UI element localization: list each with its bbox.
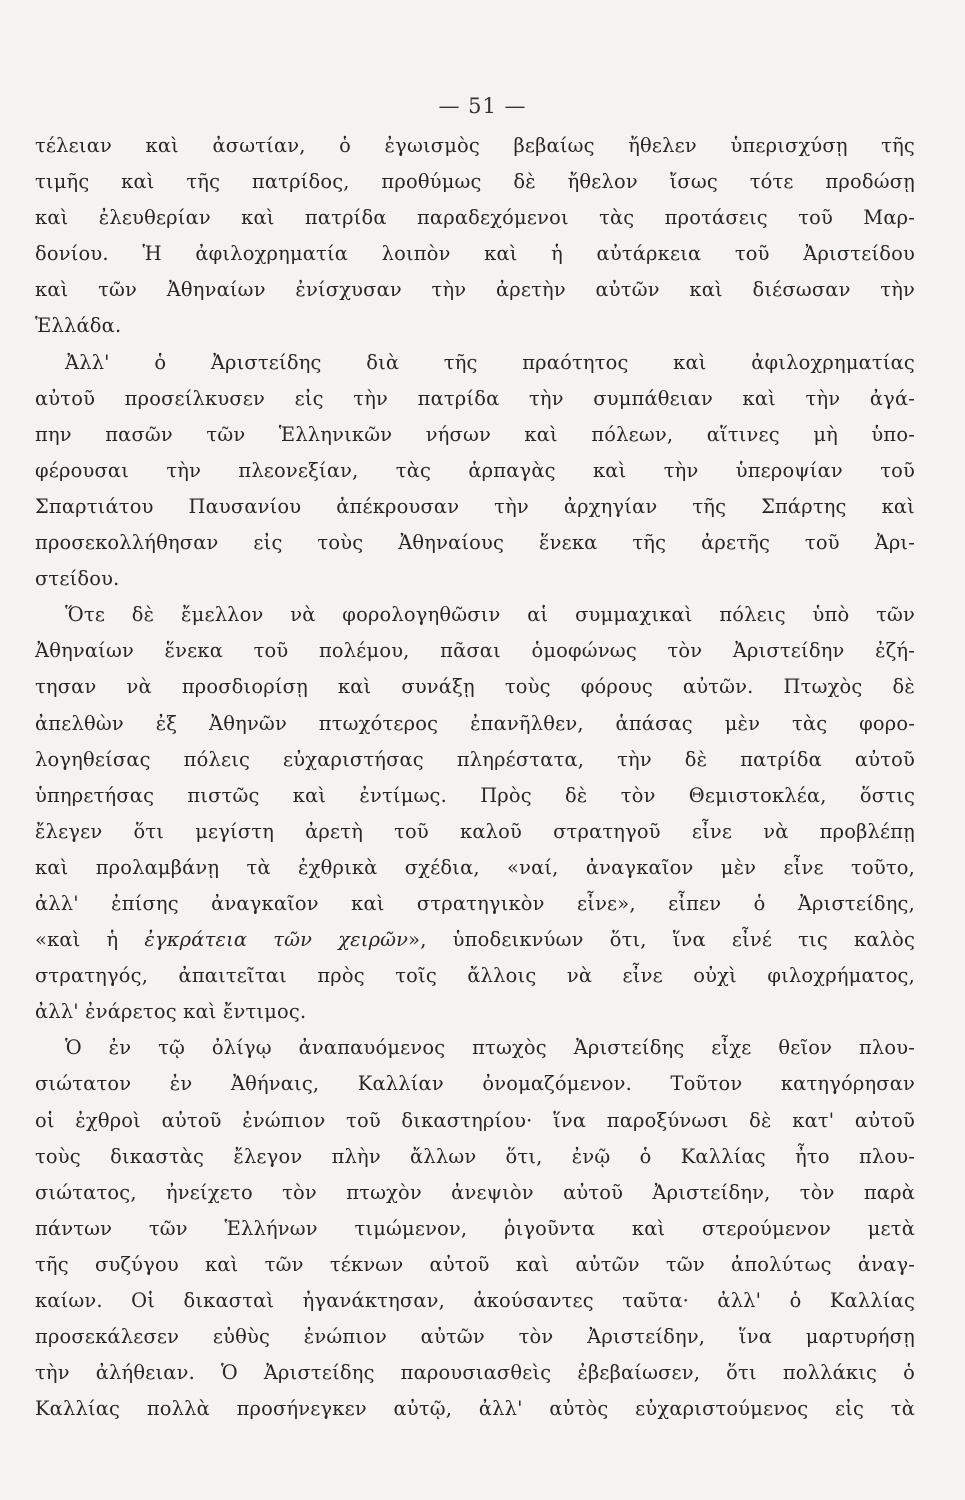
text-line: πάντων τῶν Ἑλλήνων τιμώμενον, ῥιγοῦντα καὶ στερούμενον μετὰ: [35, 1216, 915, 1240]
text-line: τιμῆς καὶ τῆς πατρίδος, προθύμως δὲ ἤθελον ἴσως τότε προδώσῃ: [35, 170, 915, 194]
paragraph-start-line: Ὅτε δὲ ἔμελλον νὰ φορολογηθῶσιν αἱ συμμαχικαὶ πόλεις ὑπὸ τῶν: [65, 603, 915, 627]
text-line: ἀλλ' ἐνάρετος καὶ ἔντιμος.: [35, 1000, 307, 1024]
text-line: τῆς συζύγου καὶ τῶν τέκνων αὐτοῦ καὶ αὐτῶν τῶν ἀπολύτως ἀναγ-: [35, 1252, 915, 1276]
text-line: τησαν νὰ προσδιορίσῃ καὶ συνάξῃ τοὺς φόρους αὐτῶν. Πτωχὸς δὲ: [35, 675, 915, 699]
text-line: τὴν ἀλήθειαν. Ὁ Ἀριστείδης παρουσιασθεὶς ἐβεβαίωσεν, ὅτι πολλάκις ὁ: [35, 1361, 915, 1385]
text-line: σιώτατος, ἠνείχετο τὸν πτωχὸν ἀνεψιὸν αὐτοῦ Ἀριστείδην, τὸν παρὰ: [35, 1180, 915, 1204]
paragraph-start-line: Ὁ ἐν τῷ ὀλίγῳ ἀναπαυόμενος πτωχὸς Ἀριστείδης εἶχε θεῖον πλου-: [65, 1036, 915, 1060]
text-line: σιώτατον ἐν Ἀθήναις, Καλλίαν ὀνομαζόμενον. Τοῦτον κατηγόρησαν: [35, 1072, 915, 1096]
text-line: ἀλλ' ἐπίσης ἀναγκαῖον καὶ στρατηγικὸν εἶνε», εἶπεν ὁ Ἀριστείδης,: [35, 891, 915, 915]
text-line: φέρουσαι τὴν πλεονεξίαν, τὰς ἁρπαγὰς καὶ τὴν ὑπεροψίαν τοῦ: [35, 458, 915, 482]
text-line: αὐτοῦ προσείλκυσεν εἰς τὴν πατρίδα τὴν συμπάθειαν καὶ τὴν ἀγά-: [35, 386, 915, 410]
quote-open: «καὶ ἡ: [35, 928, 145, 952]
text-line: ὑπηρετήσας πιστῶς καὶ ἐντίμως. Πρὸς δὲ τὸν Θεμιστοκλέα, ὅστις: [35, 783, 915, 807]
text-line: καὶ προλαμβάνῃ τὰ ἐχθρικὰ σχέδια, «ναί, ἀναγκαῖον μὲν εἶνε τοῦτο,: [35, 855, 915, 879]
text-line: ἔλεγεν ὅτι μεγίστη ἀρετὴ τοῦ καλοῦ στρατηγοῦ εἶνε νὰ προβλέπῃ: [35, 819, 915, 843]
quote-rest: », ὑποδεικνύων ὅτι, ἵνα εἶνέ τις καλὸς: [408, 928, 915, 952]
text-line: οἱ ἐχθροὶ αὐτοῦ ἐνώπιον τοῦ δικαστηρίου· ἵνα παροξύνωσι δὲ κατ' αὐτοῦ: [35, 1108, 915, 1132]
text-line: Σπαρτιάτου Παυσανίου ἀπέκρουσαν τὴν ἀρχηγίαν τῆς Σπάρτης καὶ: [35, 494, 915, 518]
page-number: — 51 —: [438, 94, 527, 118]
text-line: ἀπελθὼν ἐξ Ἀθηνῶν πτωχότερος ἐπανῆλθεν, ἁπάσας μὲν τὰς φορο-: [35, 711, 915, 735]
text-line: δονίου. Ἡ ἀφιλοχρηματία λοιπὸν καὶ ἡ αὐτάρκεια τοῦ Ἀριστείδου: [35, 242, 915, 266]
text-line: πην πασῶν τῶν Ἑλληνικῶν νήσων καὶ πόλεων, αἵτινες μὴ ὑπο-: [35, 422, 915, 446]
text-line: στρατηγός, ἀπαιτεῖται πρὸς τοῖς ἄλλοις νὰ εἶνε οὐχὶ φιλοχρήματος,: [35, 964, 915, 988]
text-line-with-italic: [35, 922, 915, 958]
text-line: στείδου.: [35, 567, 120, 591]
text-line: προσεκάλεσεν εὐθὺς ἐνώπιον αὐτῶν τὸν Ἀριστείδην, ἵνα μαρτυρήσῃ: [35, 1325, 915, 1349]
text-line: τέλειαν καὶ ἀσωτίαν, ὁ ἐγωισμὸς βεβαίως ἤθελεν ὑπερισχύσῃ τῆς: [35, 134, 915, 157]
text-line: Ἀθηναίων ἕνεκα τοῦ πολέμου, πᾶσαι ὁμοφώνως τὸν Ἀριστείδην ἐζή-: [35, 639, 915, 663]
text-line: τοὺς δικαστὰς ἔλεγον πλὴν ἄλλων ὅτι, ἐνῷ ὁ Καλλίας ἦτο πλου-: [35, 1144, 915, 1168]
paragraph-start-line: Ἀλλ' ὁ Ἀριστείδης διὰ τῆς πραότητος καὶ ἀφιλοχρηματίας: [65, 350, 915, 374]
text-line: λογηθείσας πόλεις εὐχαριστήσας πληρέστατα, τὴν δὲ πατρίδα αὐτοῦ: [35, 747, 915, 771]
text-line: προσεκολλήθησαν εἰς τοὺς Ἀθηναίους ἕνεκα τῆς ἀρετῆς τοῦ Ἀρι-: [35, 531, 915, 555]
text-line: Καλλίας πολλὰ προσήνεγκεν αὐτῷ, ἀλλ' αὐτὸς εὐχαριστούμενος εἰς τὰ: [35, 1397, 915, 1421]
text-line: Ἑλλάδα.: [35, 314, 122, 338]
italic-phrase: ἐγκράτεια τῶν χειρῶν: [144, 928, 409, 952]
text-line: καίων. Οἱ δικασταὶ ἠγανάκτησαν, ἀκούσαντες ταῦτα· ἀλλ' ὁ Καλλίας: [35, 1289, 915, 1312]
body-text: [35, 128, 915, 1427]
text-line: καὶ ἐλευθερίαν καὶ πατρίδα παραδεχόμενοι τὰς προτάσεις τοῦ Μαρ-: [35, 206, 915, 230]
text-line: καὶ τῶν Ἀθηναίων ἐνίσχυσαν τὴν ἀρετὴν αὐτῶν καὶ διέσωσαν τὴν: [35, 278, 915, 302]
